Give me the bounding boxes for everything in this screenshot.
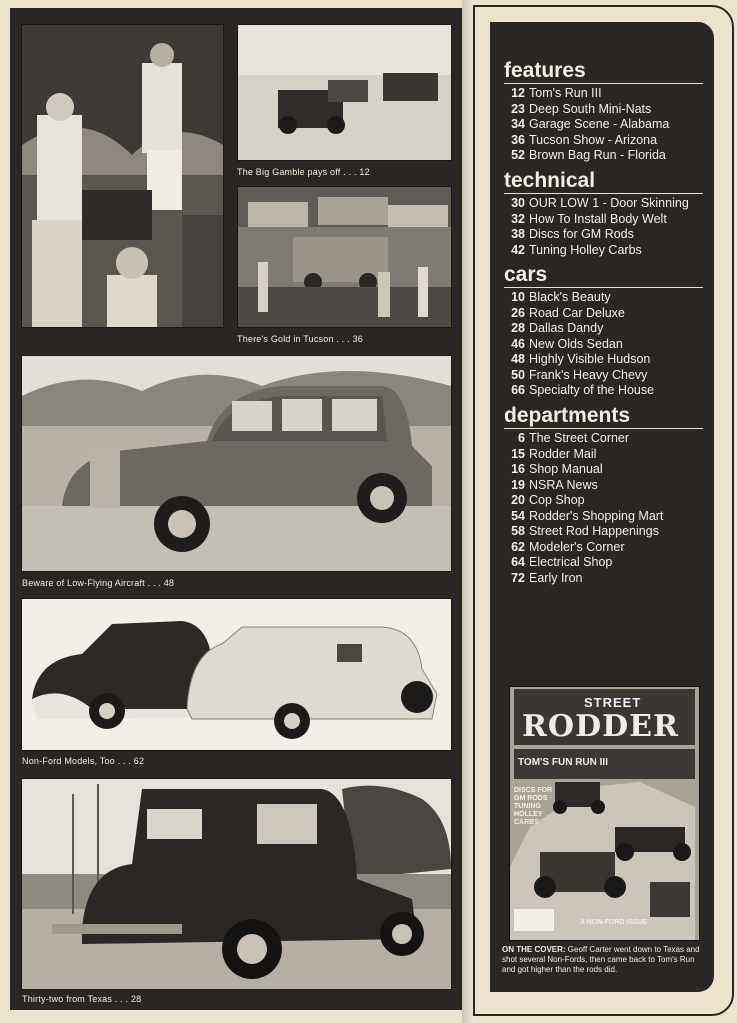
rule-technical xyxy=(504,193,703,194)
photo-big-gamble xyxy=(237,24,452,161)
toc-item xyxy=(504,447,709,463)
caption-thirty-two: Thirty-two from Texas . . . 28 xyxy=(22,994,142,1004)
toc-item xyxy=(504,352,709,368)
toc-page-number: 30 xyxy=(511,196,525,210)
toc-page-number: 12 xyxy=(511,86,525,100)
cover-blurb xyxy=(502,945,708,975)
toc-page-number: 48 xyxy=(511,352,525,366)
toc-page-number: 42 xyxy=(511,242,525,257)
toc-item xyxy=(504,555,709,571)
toc-title: New Olds Sedan xyxy=(529,336,623,351)
photo-thirty-two xyxy=(21,778,452,990)
toc-item xyxy=(504,368,709,384)
toc-title: Frank's Heavy Chevy xyxy=(529,367,648,382)
caption-big-gamble: The Big Gamble pays off . . . 12 xyxy=(237,167,370,177)
toc-item xyxy=(504,337,709,353)
toc-title: Rodder Mail xyxy=(529,446,597,461)
toc-title: The Street Corner xyxy=(529,431,630,445)
toc-item xyxy=(504,462,709,478)
toc-title: Discs for GM Rods xyxy=(529,227,634,241)
toc-title: Tuning Holley Carbs xyxy=(529,242,642,257)
toc-item xyxy=(504,196,709,212)
photo-crowd xyxy=(21,24,224,328)
toc-item xyxy=(504,383,709,399)
toc-item xyxy=(504,290,709,306)
rule-departments xyxy=(504,428,703,429)
photo-non-ford xyxy=(21,598,452,751)
toc-page-number: 66 xyxy=(511,383,525,397)
toc-title: Street Rod Happenings xyxy=(529,524,659,538)
toc-title: Tom's Run III xyxy=(529,86,602,100)
photo-tucson xyxy=(237,186,452,328)
rule-cars xyxy=(504,287,703,288)
toc-page-number: 36 xyxy=(511,132,525,147)
toc-page-number: 38 xyxy=(511,227,525,241)
toc-page-number: 52 xyxy=(511,148,525,162)
toc-title: Shop Manual xyxy=(529,462,603,476)
caption-low-flying: Beware of Low-Flying Aircraft . . . 48 xyxy=(22,578,175,588)
toc-item xyxy=(504,321,709,337)
cover-masthead xyxy=(514,689,695,745)
toc-page-number: 58 xyxy=(511,524,525,538)
rule-features xyxy=(504,83,703,84)
toc-page-number: 16 xyxy=(511,462,525,476)
caption-tucson: There's Gold in Tucson . . . 36 xyxy=(237,334,363,344)
toc-page-number: 34 xyxy=(511,117,525,131)
toc-item xyxy=(504,524,709,540)
toc-item xyxy=(504,212,709,228)
caption-non-ford: Non-Ford Models, Too . . . 62 xyxy=(22,756,145,766)
toc-title: Cop Shop xyxy=(529,493,585,507)
toc-title: Rodder's Shopping Mart xyxy=(529,508,664,523)
toc-page-number: 28 xyxy=(511,321,525,335)
toc-title: OUR LOW 1 - Door Skinning xyxy=(529,196,689,210)
toc-item xyxy=(504,478,709,494)
toc-title: Garage Scene - Alabama xyxy=(529,117,670,131)
toc-item xyxy=(504,540,709,556)
cover-thumbnail xyxy=(509,686,700,941)
toc-title: Black's Beauty xyxy=(529,290,611,304)
cover-masthead-small: STREET xyxy=(584,695,642,710)
toc-title: Brown Bag Run - Florida xyxy=(529,148,666,162)
toc-page-number: 23 xyxy=(511,101,525,116)
cover-masthead-big: RODDER xyxy=(522,709,679,744)
toc-page-number: 50 xyxy=(511,367,525,382)
list-technical xyxy=(504,196,709,258)
toc-title: Specialty of the House xyxy=(529,383,655,397)
toc-item xyxy=(504,86,709,102)
toc-item xyxy=(504,431,709,447)
toc-page-number: 15 xyxy=(511,446,525,461)
heading-features: features xyxy=(504,59,586,82)
toc-item xyxy=(504,509,709,525)
toc-item xyxy=(504,117,709,133)
toc-title: How To Install Body Welt xyxy=(529,211,667,226)
toc-title: Dallas Dandy xyxy=(529,321,604,335)
cover-teaser: DISCS FOR GM RODS TUNING HOLLEY CARBS xyxy=(514,787,553,826)
toc-page-number: 64 xyxy=(511,555,525,569)
list-cars xyxy=(504,290,709,399)
toc-page-number: 26 xyxy=(511,305,525,320)
list-features xyxy=(504,86,709,164)
heading-departments: departments xyxy=(504,404,631,427)
toc-item xyxy=(504,306,709,322)
toc-item xyxy=(504,243,709,259)
toc-page-number: 6 xyxy=(518,431,525,445)
toc-page-number: 10 xyxy=(511,290,525,304)
toc-page-number: 46 xyxy=(511,336,525,351)
cover-footer: A NON-FORD ISSUE xyxy=(580,919,648,926)
toc-item xyxy=(504,493,709,509)
toc-item xyxy=(504,227,709,243)
toc-title: NSRA News xyxy=(529,477,598,492)
heading-technical: technical xyxy=(504,169,596,192)
list-departments xyxy=(504,431,709,586)
toc-item xyxy=(504,133,709,149)
toc-title: Tucson Show - Arizona xyxy=(529,132,658,147)
toc-title: Modeler's Corner xyxy=(529,539,625,554)
toc-page-number: 32 xyxy=(511,211,525,226)
toc-page-number: 54 xyxy=(511,508,525,523)
cover-blurb-label: ON THE COVER: xyxy=(502,945,566,954)
toc-title: Deep South Mini-Nats xyxy=(529,101,652,116)
toc-page-number: 19 xyxy=(511,477,525,492)
photo-low-flying xyxy=(21,355,452,572)
heading-cars: cars xyxy=(504,263,548,286)
toc-page-number: 62 xyxy=(511,539,525,554)
toc-page-number: 72 xyxy=(511,570,525,585)
toc-title: Electrical Shop xyxy=(529,555,613,569)
toc-page-number: 20 xyxy=(511,493,525,507)
toc-item xyxy=(504,571,709,587)
toc-title: Road Car Deluxe xyxy=(529,305,625,320)
toc-item xyxy=(504,102,709,118)
toc-title: Highly Visible Hudson xyxy=(529,352,651,366)
cover-banner: TOM'S FUN RUN III xyxy=(518,757,608,768)
cover-blurb-text: Geoff Carter went down to Texas and shot several Non-Fords, then came back to Tom's Run and got higher than the rods did. xyxy=(502,945,700,974)
toc-title: Early Iron xyxy=(529,570,583,585)
toc-item xyxy=(504,148,709,164)
